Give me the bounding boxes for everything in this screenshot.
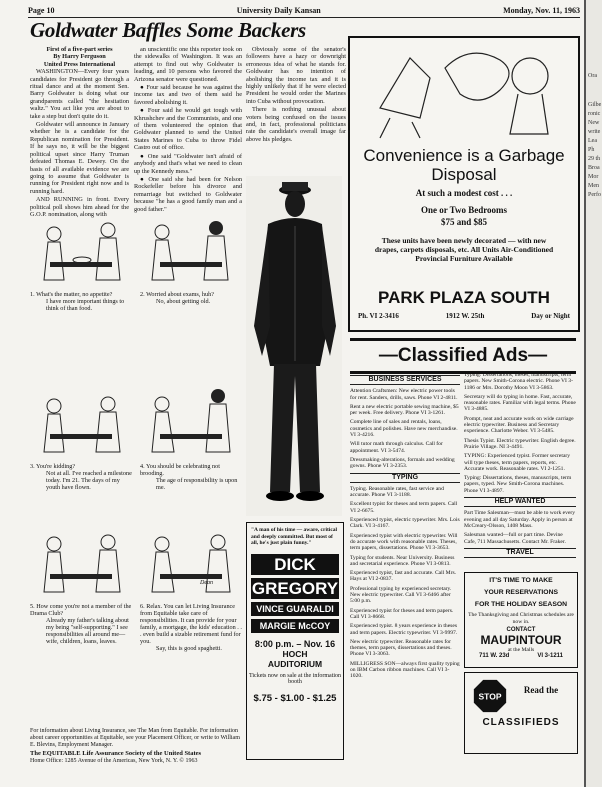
venue-name: HOCH (282, 648, 308, 659)
adjacent-page-edge (584, 0, 602, 787)
cartoon-question: 5. How come you're not a member of the Drama Club? (30, 603, 132, 617)
classified-left-column (350, 372, 460, 758)
equitable-cartoon-strip (30, 210, 242, 722)
article-paragraph: AND RUNNING in front. Every political poll shows him ahead for the G.O.P. nomination, along with (30, 196, 129, 218)
classified-ad: Attention Craftsmen: New electric power tools for rent. Sanders, drills, saws. Phone VI 2-4811. (350, 388, 458, 401)
maupintour-contact-row (465, 653, 577, 659)
cartoon-panel-2 (140, 210, 242, 314)
edge-text: Ora (588, 73, 597, 79)
cartoon-panel-6 (140, 522, 242, 662)
park-plaza-phone: Ph. VI 2-3416 (358, 312, 399, 320)
page-number: Page 10 (28, 6, 55, 15)
cartoon-signature: Dean (200, 580, 213, 586)
tickets-info: Tickets now on sale at the information booth (248, 672, 342, 685)
classified-ad: Typing: Dissertations, theses, manuscripts, term papers, typed. New Smith-Corona machines. Phone VI 3-4897. (464, 475, 572, 494)
travel-heading: TRAVEL (464, 548, 576, 558)
cartoon-answer: I have more important things to think of than food. (46, 298, 125, 312)
ticket-prices: $.75 - $1.00 - $1.25 (253, 692, 337, 704)
classified-ad: Excellent typist for theses and term papers. Call VI 2-6675. (350, 501, 458, 514)
rent-price: $75 and $85 (440, 217, 487, 227)
park-plaza-hours: Day or Night (531, 312, 570, 320)
equitable-info: For information about Living Insurance, see The Man from Equitable. For information about career opportunities at Equitable, see your Placement Officer, or write to William E. Blevins, Employment Manager. (30, 728, 240, 749)
park-plaza-address: 1912 W. 25th (445, 312, 485, 320)
classified-ad: Typing for students. Near University. Business and secretarial experience. Phone VI 3-0813. (350, 554, 455, 567)
article-paragraph: an unscientific one this reporter took on the sidewalks of Washington. It was an attempt to find out why Goldwater is leading, and 10 persons who favored the Arizona senator were questioned. (134, 46, 242, 83)
classified-ad: Part Time Salesman—must be able to work every evening and all day Saturday. Apply in person at McCreary-Olsson, 1408 Mass. (464, 510, 576, 529)
gregory-quote: "A man of his time — aware, critical and deeply committed. But most of all, he's just plain funny." (251, 527, 338, 546)
cartoon-drawing (140, 522, 242, 602)
stop-sign-text: STOP (478, 691, 502, 702)
issue-date: Monday, Nov. 11, 1963 (503, 6, 580, 15)
maupintour-location: at the Malls (507, 647, 535, 653)
garbage-beds (350, 204, 578, 228)
cartoon-panel-1 (30, 210, 132, 314)
garbage-features: These units have been newly decorated — with new drapes, carpets disposals, etc. All Units Air-Conditioned Provincial Furniture Available (374, 236, 554, 263)
cartoon-answer: The age of responsibility is upon me. (156, 477, 238, 491)
article-column-3 (246, 46, 346, 172)
travel-line-2: YOUR RESERVATIONS (483, 589, 559, 596)
classified-ad: TYPING: Experienced typist. Former secretary will type theses, term papers, reports, etc. Accurate work. Reasonable rates. VI 2-1251. (464, 453, 571, 472)
maupintour-phone: VI 3-1211 (537, 653, 563, 659)
edge-text: Mor (588, 174, 599, 180)
cartoon-drawing (140, 382, 242, 462)
travel-line-1: IT'S TIME TO MAKE (489, 577, 553, 584)
typing-heading: TYPING (350, 473, 460, 483)
help-wanted-heading: HELP WANTED (464, 497, 576, 507)
equitable-address: Home Office: 1285 Avenue of the Americas, New York, N. Y. © 1963 (30, 757, 198, 764)
article-column-1 (30, 46, 129, 218)
article-paragraph: There is nothing unusual about voters being confused on the issues and, in fact, professional politicians rate the candidate's overall image far above his pledges. (246, 106, 346, 143)
edge-text: Perfo (588, 192, 601, 198)
maupintour-name: MAUPINTOUR (480, 633, 562, 647)
article-paragraph: ● One said she had been for Nelson Rockefeller before his divorce and remarriage but switched to Goldwater because "he has a good family man and a good father." (134, 175, 242, 213)
park-plaza-ad (348, 36, 580, 332)
classified-ad: Salesman wanted—full or part time. Devine Cafe, 711 Massachusetts. Contact Mr. Fraker. (464, 532, 566, 545)
venue-type: AUDITORIUM (267, 658, 323, 669)
edge-text: New (588, 120, 600, 126)
paper-name: University Daily Kansan (236, 6, 321, 15)
classified-ad: Typing: Dissertations, theses, manuscripts, term papers. New Smith-Corona electric. Phone VI 3-1186 or Mrs. Dorothy Moon VI 3-5863. (464, 372, 573, 391)
standing-man-image (246, 176, 342, 516)
classified-ad: Will tutor math through calculus. Call for appointment. VI 3-5474. (350, 441, 443, 454)
read-the-text: Read the (523, 685, 559, 695)
cartoon-drawing (30, 210, 132, 290)
cartoon-panel-5 (30, 522, 132, 662)
cartoon-question: 4. You should be celebrating not brooding. (140, 463, 220, 477)
business-services-heading: BUSINESS SERVICES (350, 375, 460, 385)
maupintour-address: 711 W. 23d (478, 653, 510, 659)
stop-sign-icon (473, 679, 507, 713)
classified-ad: Professional typing by experienced secretary. New electric typewriter. Call VI 3-6466 after 5:00 p.m. (350, 585, 452, 605)
cartoon-question: 2. Worried about exams, huh? (140, 291, 214, 298)
travel-contact: CONTACT (506, 627, 536, 633)
cartoon-panel-3 (30, 382, 132, 491)
show-date: 8:00 p.m. – Nov. 16 (254, 638, 336, 649)
article-paragraph: WASHINGTON—Every four years candidates for President go through a ritual dance and at the moment Sen. Barry Goldwater is doing what our grandparents called "the hesitation waltz." You act like you are about to take a step but don't quite do it. (30, 68, 129, 120)
cartoon-drawing (140, 210, 242, 290)
dick-gregory-ad (246, 522, 344, 760)
article-paragraph: Goldwater will announce in January whether he is a candidate for the Republican nomination for President. If he says no, it will be the biggest political upset since Harry Truman defeated Thomas E. Dewey. On the basis of all available evidence we are going to assume that Goldwater is running for President right now and is running hard. (30, 121, 129, 195)
cartoon-panel-4 (140, 382, 242, 491)
article-author: By Harry Ferguson (53, 53, 106, 61)
cartoon-drawing (30, 522, 132, 602)
classifieds-word: CLASSIFIEDS (482, 717, 560, 728)
park-plaza-contact (358, 312, 570, 320)
park-plaza-brand: PARK PLAZA SOUTH (378, 288, 550, 307)
maupintour-ad (464, 572, 578, 668)
travel-line-3: FOR THE HOLIDAY SEASON (474, 601, 568, 608)
equitable-company: The EQUITABLE Life Assurance Society of the United States (30, 749, 202, 757)
edge-text: 29 th (588, 156, 601, 162)
garbage-tagline: At such a modest cost . . . (415, 188, 513, 198)
mccoy-act: MARGIE McCOY (251, 619, 339, 633)
gregory-name-first: DICK (251, 554, 339, 575)
edge-text: Broa (588, 165, 600, 171)
classified-right-column (464, 372, 576, 570)
classified-ad: Thesis Typist. Electric typewriter. English degree. Prairie Village. NI 3-4491. (464, 437, 576, 450)
article-headline: Goldwater Baffles Some Backers (30, 18, 306, 42)
classified-ad: Experienced typist, electric typewriter. Mrs. Lois Clark. VI 3-4167. (350, 517, 460, 530)
classified-ad: Dressmaking-alterations, formals and wedding gowns. Phone VI 3-2353. (350, 456, 455, 470)
edge-text: Lea (588, 138, 597, 144)
read-classifieds-ad (464, 672, 578, 754)
edge-text: Gilbe (588, 102, 602, 108)
classified-ad: Experienced typist for theses and term papers. Call VI 3-8668. (350, 607, 454, 620)
classified-ad: MILLIGRESS SON—always first quality typing on IBM Carbon ribbon machines. Call VI 3-1020. (350, 660, 460, 680)
cartoon-answer: Say, this is good spaghetti. (156, 645, 222, 652)
edge-text: Ph (588, 147, 595, 153)
cartoon-question: 6. Relax. You can let Living Insurance from Equitable take care of responsibilities. It can provide for your family, a mortgage, the kids' education . . . even build a sizable retirement fund for you. (140, 603, 242, 645)
classified-ad: Experienced typist. 8 years experience in theses and term papers. Electric typewriter. VI 3-9997. (350, 623, 458, 636)
edge-text: write (588, 129, 601, 135)
cartoon-answer: Already my father's talking about my being "self-supporting." I see responsibilities all around me—wife, children, loans, leaves. (46, 617, 129, 645)
article-paragraph: ● Four said because he was against the income tax and two of them said he favored abolishing it. (134, 84, 242, 106)
classified-ad: Typing. Reasonable rates, fast service and accurate. Phone VI 3-1188. (350, 485, 444, 499)
edge-text: ronic (588, 111, 601, 117)
article-series: First of a five-part series (46, 46, 113, 53)
classified-ad: Rent a new electric portable sewing machine, $5 per week. Free delivery. Phone VI 3-1261. (350, 403, 459, 417)
equitable-ad-text (30, 728, 242, 765)
cartoon-answer: Not at all. I've reached a milestone today. I'm 21. The days of my youth have flown. (46, 470, 132, 491)
dick-gregory-photo (246, 176, 342, 516)
classified-ad: Secretary will do typing in home. Fast, accurate, reasonable rates. Familiar with legal terms. Phone VI 3-4885. (464, 393, 576, 413)
classified-banner: —Classified Ads— (350, 338, 576, 374)
gregory-name-last: GREGORY (251, 578, 339, 598)
article-agency: United Press International (43, 60, 116, 68)
classified-ad: Experienced typist with electric typewriter. Will do accurate work with reasonable rates. Theses, term papers, dissertations. Phone VI 3-3653. (350, 532, 458, 552)
page-header (28, 6, 580, 18)
cartoon-drawing (30, 382, 132, 462)
guaraldi-act: VINCE GUARALDI (251, 602, 339, 616)
classified-ad: New electric typewriter. Reasonable rates for themes, term papers, dissertations and theses. Phone VI 3-3063. (350, 638, 452, 658)
classified-ad: Complete line of sales and rentals, loans, cosmetics and polishes. Have new merchandise. VI 3-4216. (350, 419, 458, 439)
cartoon-question: 3. You're kidding? (30, 463, 76, 470)
classified-ad: Experienced typist, fast and accurate. Call Mrs. Hays at VI 2-0837. (350, 570, 457, 583)
disposal-illustration (350, 38, 578, 142)
edge-text: Men (588, 183, 599, 189)
article-paragraph: ● Four said he would get tough with Khrushchev and the Communists, and one of them volunteered the opinion that Goldwater planned to send the United States Marines to Cuba to throw Fidel Castro out of office. (134, 107, 242, 152)
article-paragraph: ● One said "Goldwater isn't afraid of anybody and that's what we need to clean up the Kennedy mess." (134, 152, 242, 175)
travel-line-4: The Thanksgiving and Christmas schedules are now in. (468, 612, 574, 625)
article-paragraph: Obviously some of the senator's followers have a hazy or downright erroneous idea of what he stands for. Goldwater has no intention of abolishing the income tax and it is highly unlikely that if he were elected President he would order the Marines into Cuba without provocation. (246, 46, 346, 105)
garbage-headline: Convenience is a Garbage Disposal (363, 146, 565, 184)
cartoon-question: 1. What's the matter, no appetite? (30, 291, 113, 298)
article-column-2 (134, 46, 242, 213)
bedroom-options: One or Two Bedrooms (420, 205, 508, 215)
cartoon-answer: No, about getting old. (156, 298, 211, 305)
classified-ad: Prompt, neat and accurate work on wide carriage electric typewriter. Business and Secretary experience. Charlotte Weber. VI 3-5485. (464, 415, 574, 435)
